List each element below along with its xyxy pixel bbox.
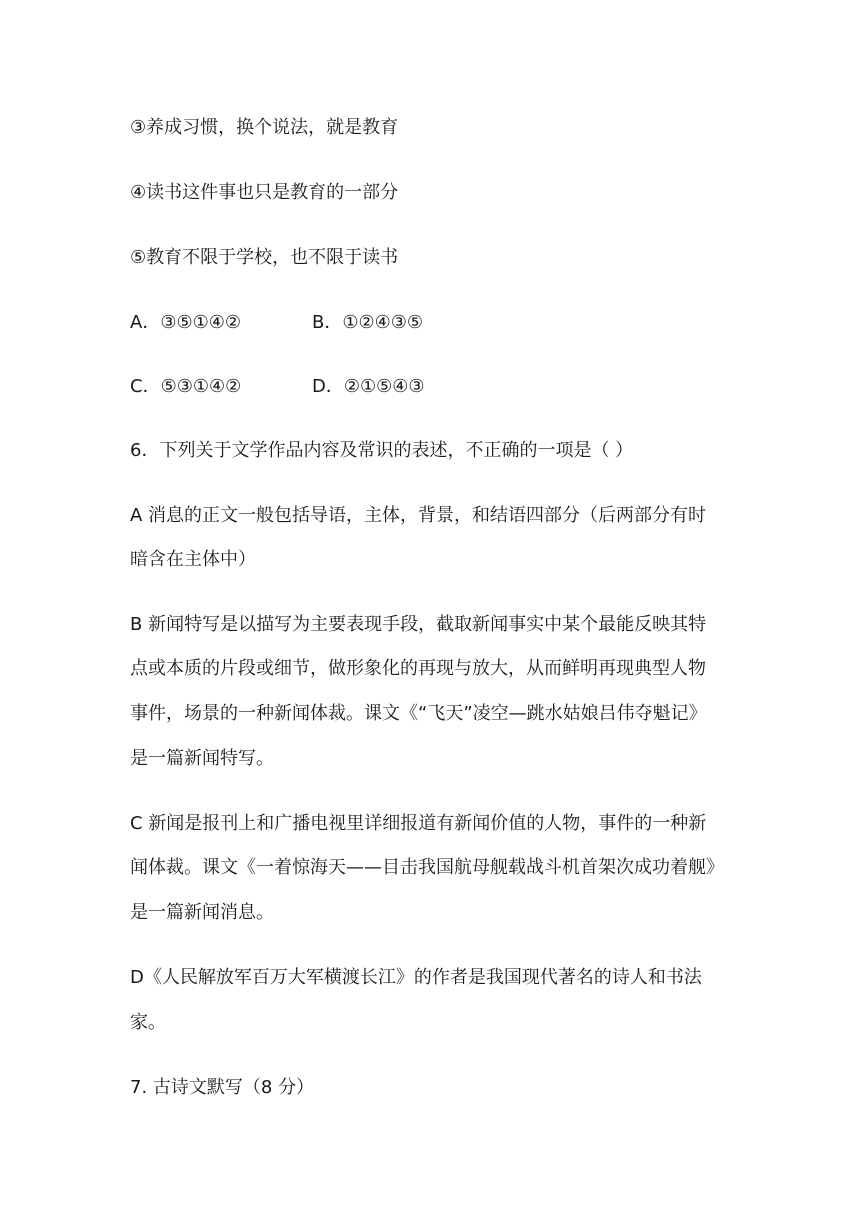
q6-option-d-line-2: 家。 (130, 1012, 166, 1033)
q6-option-c-line-1: C 新闻是报刊上和广播电视里详细报道有新闻价值的人物，事件的一种新 (130, 813, 707, 834)
sentence-item-5: ⑤教育不限于学校，也不限于读书 (130, 247, 399, 268)
q6-option-a-line-2: 暗含在主体中） (130, 549, 256, 570)
q6-option-d-line-1: D《人民解放军百万大军横渡长江》的作者是我国现代著名的诗人和书法 (130, 967, 702, 988)
q7-heading: 7. 古诗文默写（8 分） (130, 1077, 315, 1098)
q6-option-c-line-2: 闻体裁。课文《一着惊海天——目击我国航母舰载战斗机首架次成功着舰》 (130, 857, 724, 878)
q6-option-b-line-4: 是一篇新闻特写。 (130, 748, 274, 769)
sentence-item-4: ④读书这件事也只是教育的一部分 (130, 182, 399, 203)
q5-option-d: D．②①⑤④③ (312, 376, 425, 397)
q5-option-c: C．⑤③①④② (130, 376, 242, 397)
q5-option-a: A．③⑤①④② (130, 312, 241, 333)
q6-option-b-line-2: 点或本质的片段或细节，做形象化的再现与放大，从而鲜明再现典型人物 (130, 658, 706, 679)
q5-option-b: B．①②④③⑤ (312, 312, 424, 333)
q6-option-b-line-1: B 新闻特写是以描写为主要表现手段，截取新闻事实中某个最能反映其特 (130, 614, 707, 635)
q6-option-a-line-1: A 消息的正文一般包括导语，主体，背景，和结语四部分（后两部分有时 (130, 505, 707, 526)
q6-option-b-line-3: 事件，场景的一种新闻体裁。课文《“飞天”凌空—跳水姑娘吕伟夺魁记》 (130, 703, 707, 724)
q6-option-c-line-3: 是一篇新闻消息。 (130, 902, 274, 923)
q6-stem: 6．下列关于文学作品内容及常识的表述，不正确的一项是（ ） (130, 440, 634, 461)
sentence-item-3: ③养成习惯，换个说法，就是教育 (130, 117, 399, 138)
